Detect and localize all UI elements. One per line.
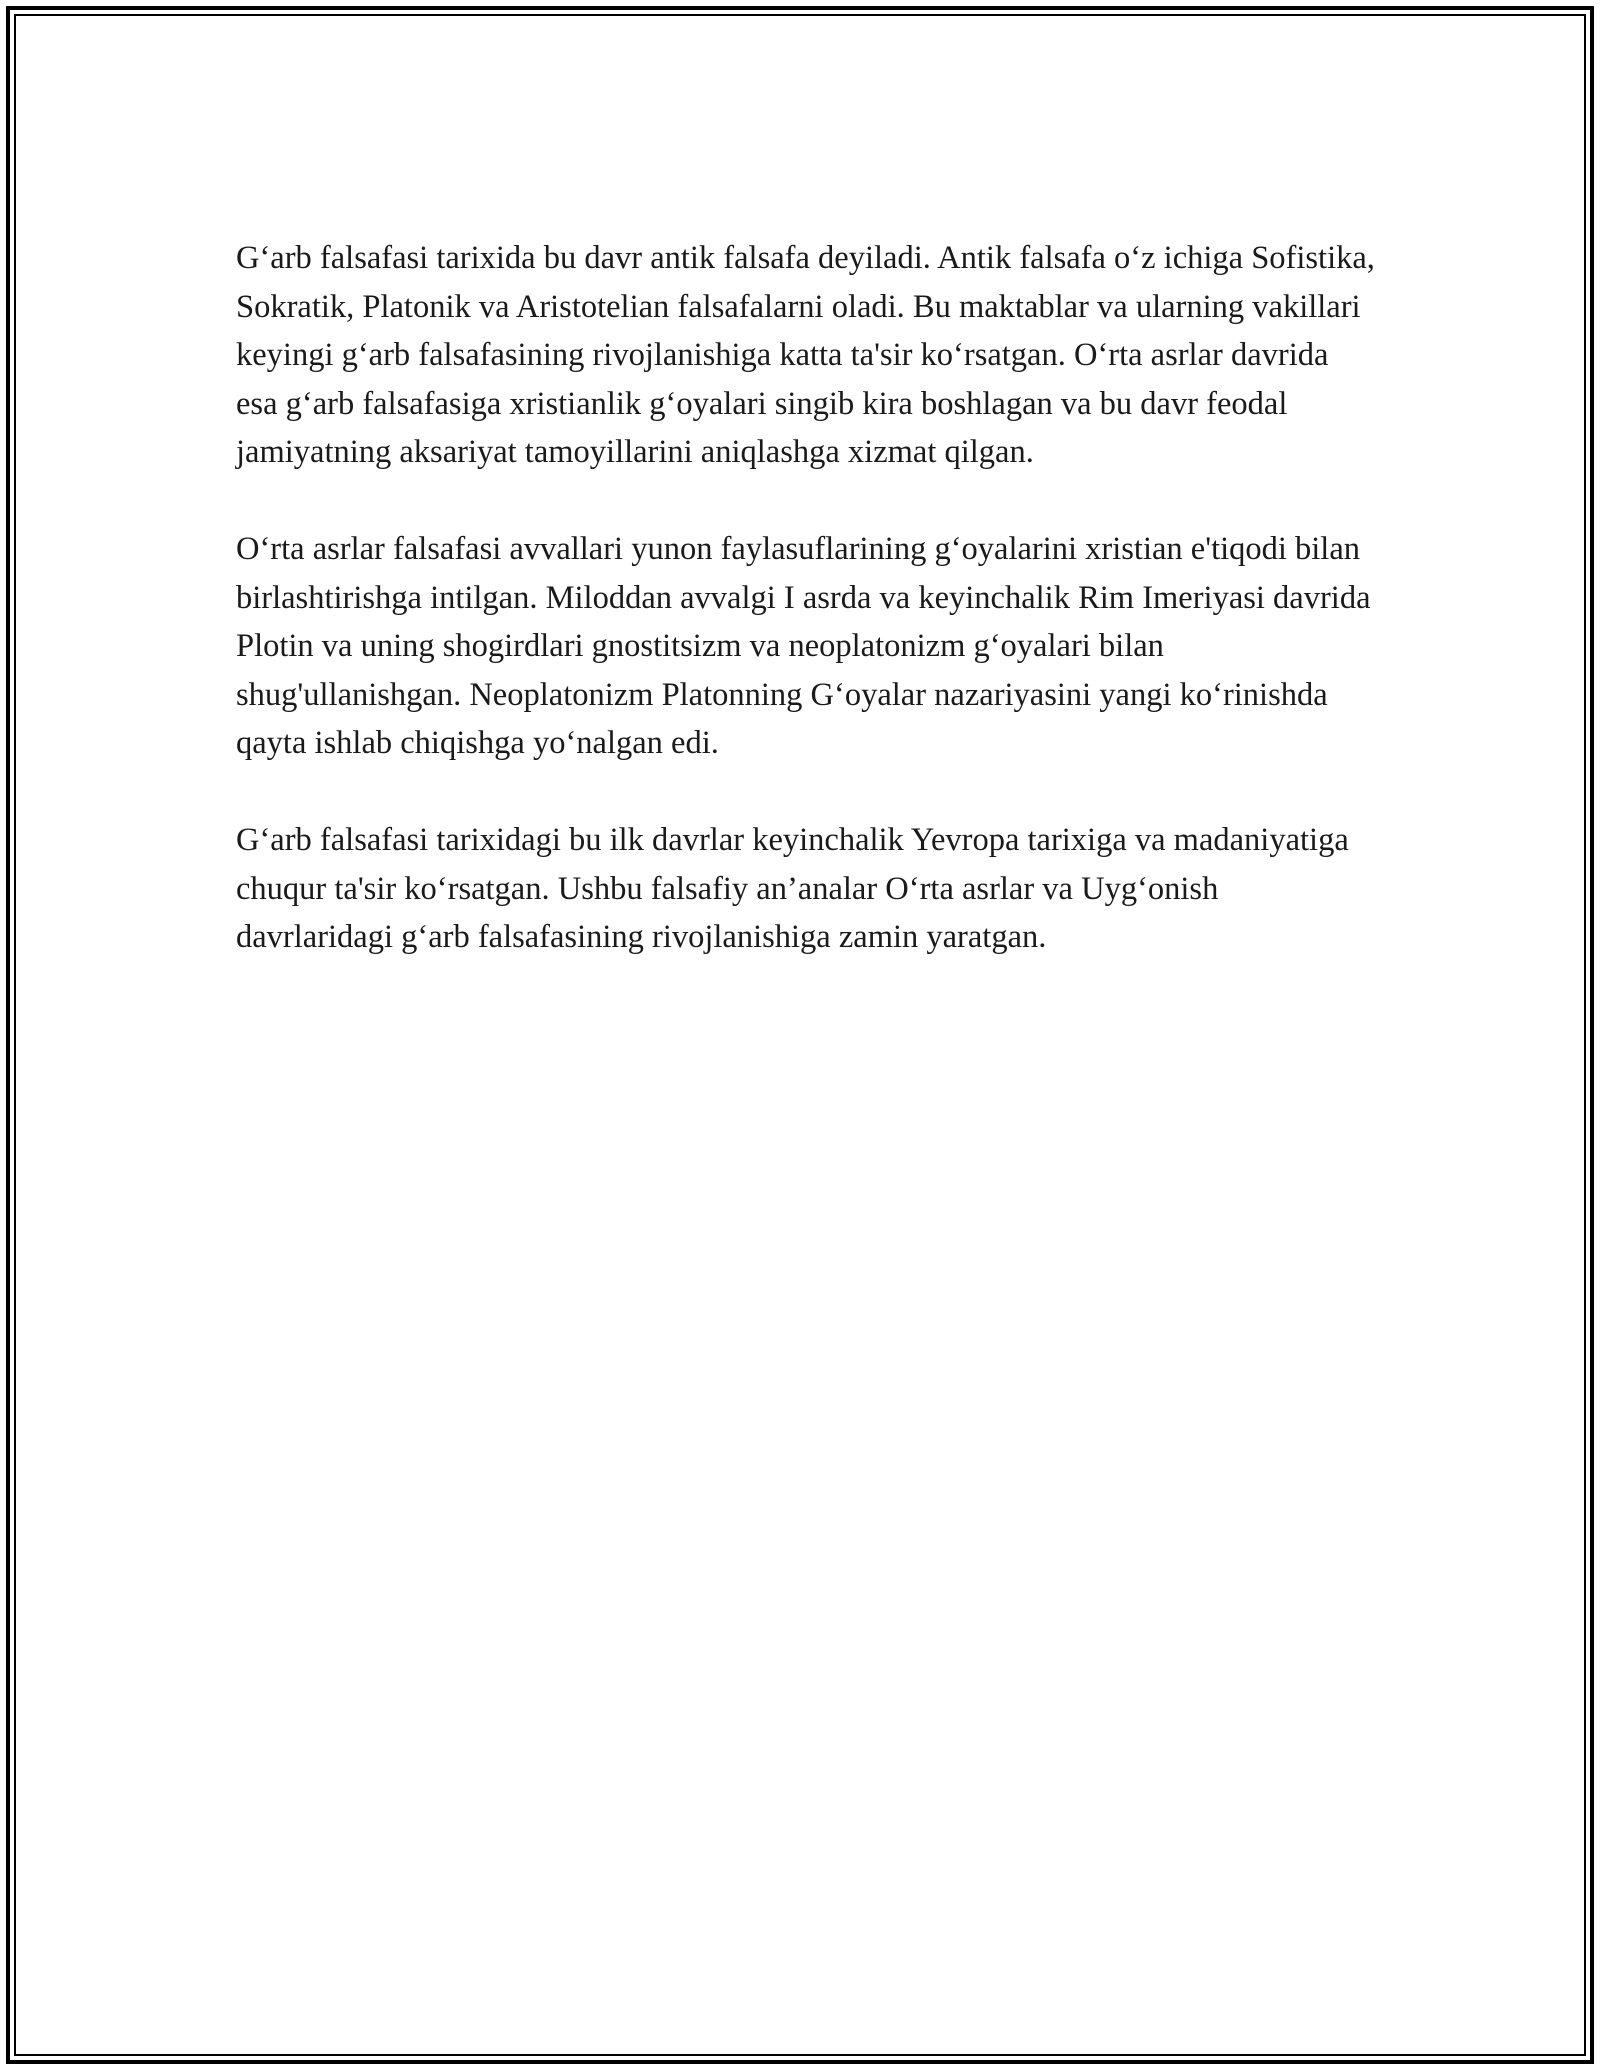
document-body (236, 234, 1376, 1010)
paragraph-orta-asrlar-falsafasi: O‘rta asrlar falsafasi avvallari yunon faylasuflarining g‘oyalarini xristian e'tiqodi bilan birlashtirishga intilgan. Miloddan avvalgi I asrda va keyinchalik Rim Imeriyasi davrida Plotin va uning shogirdlari gnostitsizm va neoplatonizm g‘oyalari bilan shug'ullanishgan. Neoplatonizm Platonning G‘oyalar nazariyasini yangi ko‘rinishda qayta ishlab chiqishga yo‘nalgan edi. (236, 531, 1371, 761)
paragraph-antik-falsafa: G‘arb falsafasi tarixida bu davr antik falsafa deyiladi. Antik falsafa o‘z ichiga Sofistika, Sokratik, Platonik va Aristotelian falsafalarni oladi. Bu maktablar va ularning vakillari keyingi g‘arb falsafasining rivojlanishiga katta ta'sir ko‘rsatgan. O‘rta asrlar davrida esa g‘arb falsafasiga xristianlik g‘oyalari singib kira boshlagan va bu davr feodal jamiyatning aksariyat tamoyillarini aniqlashga xizmat qilgan. (236, 240, 1375, 470)
paragraph-ilk-davrlar-tasiri: G‘arb falsafasi tarixidagi bu ilk davrlar keyinchalik Yevropa tarixiga va madaniyatiga chuqur ta'sir ko‘rsatgan. Ushbu falsafiy an’analar O‘rta asrlar va Uyg‘onish davrlaridagi g‘arb falsafasining rivojlanishiga zamin yaratgan. (236, 822, 1349, 955)
